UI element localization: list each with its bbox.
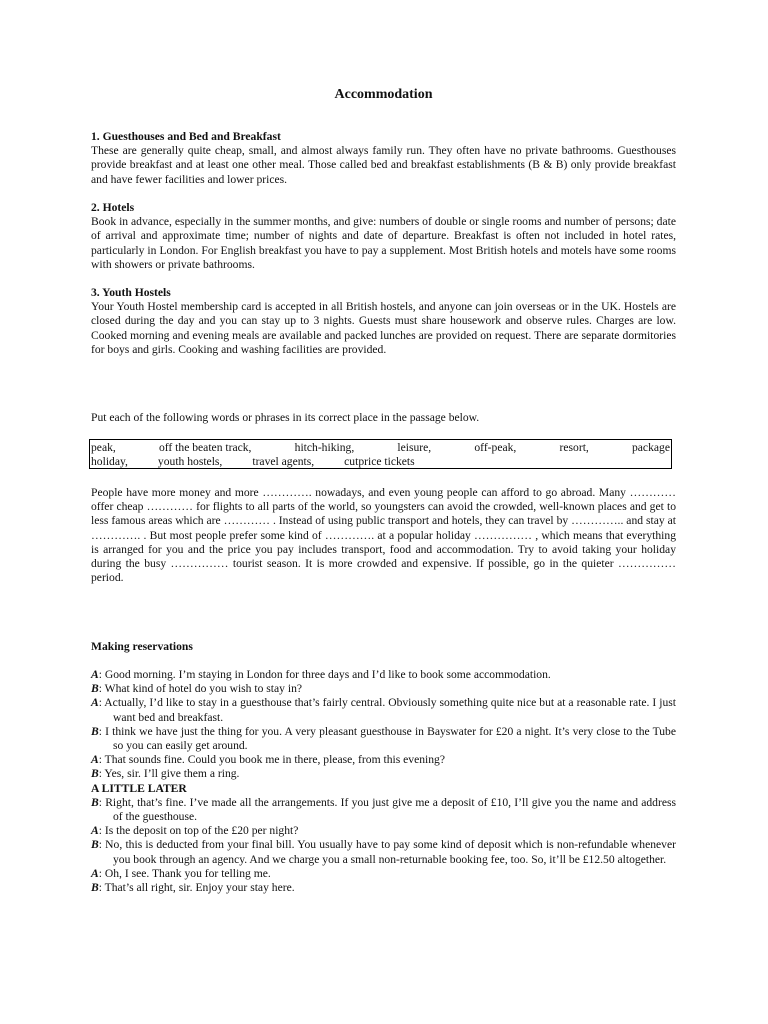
speaker-label: B: [91, 881, 99, 895]
dialogue-line: [91, 725, 676, 753]
dialogue-text: : That’s all right, sir. Enjoy your stay here.: [98, 881, 295, 895]
section-heading: 2. Hotels: [91, 201, 135, 214]
section-heading: 1. Guesthouses and Bed and Breakfast: [91, 130, 281, 143]
exercise-instruction: Put each of the following words or phrases in its correct place in the passage below.: [91, 411, 480, 424]
dialogue: [91, 668, 676, 895]
section-body: Your Youth Hostel membership card is accepted in all British hostels, and anyone can join overseas or in the UK. Hostels are closed during the day and you can stay up to 3 nights. Guests must share housework and observe rules. Charges are low. Cooked morning and evening meals are available and packed lunches are provided on request. There are separate dormitories for boys and girls. Cooking and washing facilities are provided.: [91, 300, 676, 356]
dialogue-line: [91, 682, 676, 696]
dialogue-text: : Actually, I’d like to stay in a guesthouse that’s fairly central. Obviously something quite nice but at a reasonable rate. I just want bed and breakfast.: [98, 696, 676, 724]
dialogue-line: [91, 696, 676, 724]
word-bank-item: youth hostels,: [157, 455, 223, 469]
speaker-label: B: [91, 838, 99, 852]
dialogue-line: [91, 824, 676, 838]
dialogue-text: : That sounds fine. Could you book me in there, please, from this evening?: [98, 753, 445, 767]
speaker-label: B: [91, 767, 99, 781]
dialogue-text: : No, this is deducted from your final bill. You usually have to pay some kind of deposit which is non-refundable whenever you book through an agency. And we charge you a small non-returnable booking fee, too. So, it’ll be £12.50 altogether.: [98, 838, 676, 866]
speaker-label: B: [91, 795, 99, 809]
word-bank-item: travel agents,: [252, 455, 315, 469]
dialogue-text: : Good morning. I’m staying in London for three days and I’d like to book some accommodation.: [98, 668, 551, 681]
dialogue-line: [91, 881, 676, 895]
dialogue-text: : Is the deposit on top of the £20 per night?: [98, 824, 299, 838]
dialogue-line: [91, 668, 676, 682]
speaker-label: B: [91, 724, 99, 738]
speaker-label: A: [91, 866, 99, 880]
dialogue-line: [91, 767, 676, 781]
dialogue-text: : Right, that’s fine. I’ve made all the arrangements. If you just give me a deposit of £10, I’ll give you the name and address of the guesthouse.: [98, 795, 676, 824]
dialogue-text: : I think we have just the thing for you. A very pleasant guesthouse in Bayswater for £20 a night. It’s very close to the Tube so you can easily get around.: [98, 724, 676, 753]
dialogue-text: : What kind of hotel do you wish to stay in?: [98, 682, 303, 696]
word-bank-item: off the beaten track,: [158, 441, 252, 454]
word-bank-item: hitch-hiking,: [294, 441, 355, 454]
section-heading: 3. Youth Hostels: [91, 286, 171, 299]
word-bank-row-1: [91, 441, 670, 455]
scene-break-label: A LITTLE LATER: [91, 781, 187, 795]
page-title: Accommodation: [334, 87, 433, 102]
section-guesthouses: [91, 130, 676, 187]
word-bank-item: holiday,: [91, 455, 128, 469]
reservations-heading: Making reservations: [91, 640, 193, 653]
dialogue-line: [91, 796, 676, 824]
word-bank-item: leisure,: [397, 441, 432, 454]
speaker-label: A: [91, 824, 99, 838]
word-bank-row-2: [91, 455, 670, 469]
section-youth-hostels: [91, 286, 676, 357]
word-bank-item: peak,: [91, 441, 116, 454]
dialogue-text: : Oh, I see. Thank you for telling me.: [98, 866, 271, 880]
speaker-label: A: [91, 753, 99, 767]
dialogue-line: [91, 867, 676, 881]
speaker-label: A: [91, 668, 99, 681]
section-body: Book in advance, especially in the summer months, and give: numbers of double or single rooms and number of persons; date of arrival and approximate time; number of nights and date of departure. Breakfast is often not included in hotel rates, particularly in London. For English breakfast you have to pay a supplement. Most British hotels and motels have some rooms with showers or private bathrooms.: [91, 215, 676, 271]
word-bank-item: off-peak,: [474, 441, 517, 454]
exercise-passage: People have more money and more …………. nowadays, and even young people can afford to go abroad. Many ………… offer cheap ………… for flights to all parts of the world, so youngsters can avoid the crowded, well-known places and get to less famous areas which are ………… . Instead of using public transport and hotels, they can travel by ………….. and stay at …………. . But most people prefer some kind of …………. at a popular holiday …………… , which means that everything is arranged for you and the price you pay includes transport, food and accommodation. Try to avoid taking your holiday during the busy …………… tourist season. It is more crowded and expensive. If possible, go in the quieter …………… period.: [91, 486, 676, 585]
dialogue-text: : Yes, sir. I’ll give them a ring.: [98, 767, 240, 781]
section-hotels: [91, 201, 676, 272]
speaker-label: A: [91, 696, 99, 710]
word-bank-item: cutprice tickets: [344, 455, 415, 469]
dialogue-line: [91, 838, 676, 866]
word-bank-box: [89, 439, 672, 469]
word-bank-item: resort,: [559, 441, 589, 454]
section-body: These are generally quite cheap, small, and almost always family run. They often have no private bathrooms. Guesthouses provide breakfast and at least one other meal. Those called bed and breakfast establishments (B & B) only provide breakfast and have fewer facilities and lower prices.: [91, 144, 676, 186]
dialogue-line: [91, 753, 676, 767]
speaker-label: B: [91, 682, 99, 696]
word-bank-item: package: [631, 441, 670, 454]
